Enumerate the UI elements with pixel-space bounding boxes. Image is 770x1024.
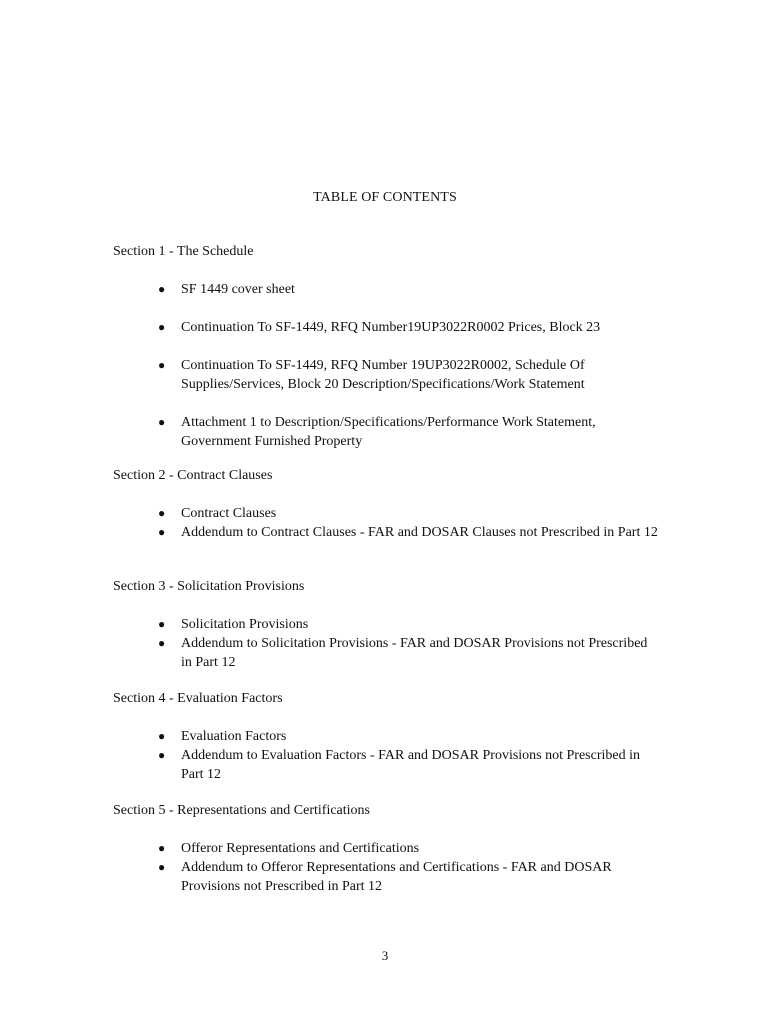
- toc-item-text: Solicitation Provisions: [181, 617, 309, 632]
- bullet-icon: ●: [158, 860, 166, 874]
- toc-item-text: Attachment 1 to Description/Specifications/Performance Work Statement, Government Furnished Property: [181, 415, 596, 449]
- section-heading: Section 1 - The Schedule: [113, 244, 254, 259]
- toc-item-text: Continuation To SF-1449, RFQ Number 19UP3022R0002, Schedule Of Supplies/Services, Block 20 Description/Specifications/Work Statement: [181, 358, 585, 392]
- toc-item: [113, 280, 661, 299]
- toc-item-list: [113, 727, 673, 784]
- toc-item-text: Addendum to Offeror Representations and Certifications - FAR and DOSAR Provisions not Prescribed in Part 12: [181, 860, 612, 894]
- toc-item-text: Continuation To SF-1449, RFQ Number19UP3022R0002 Prices, Block 23: [181, 320, 601, 335]
- toc-item-text: Evaluation Factors: [181, 729, 287, 744]
- section-heading: Section 3 - Solicitation Provisions: [113, 579, 305, 594]
- section-heading: Section 5 - Representations and Certifications: [113, 803, 370, 818]
- page-title: TABLE OF CONTENTS: [313, 190, 457, 205]
- toc-item: [113, 727, 661, 746]
- bullet-icon: ●: [158, 617, 166, 631]
- bullet-icon: ●: [158, 729, 166, 743]
- toc-item-text: Offeror Representations and Certifications: [181, 841, 420, 856]
- toc-item: [113, 615, 661, 634]
- toc-item-list: [113, 504, 673, 542]
- toc-item-text: Contract Clauses: [181, 506, 277, 521]
- bullet-icon: ●: [158, 282, 166, 296]
- bullet-icon: ●: [158, 415, 166, 429]
- bullet-icon: ●: [158, 748, 166, 762]
- toc-item: [113, 746, 661, 784]
- toc-section-4: [113, 689, 673, 784]
- bullet-icon: ●: [158, 506, 166, 520]
- toc-item-list: [113, 839, 673, 896]
- section-heading: Section 2 - Contract Clauses: [113, 468, 273, 483]
- toc-section-5: [113, 801, 673, 896]
- bullet-icon: ●: [158, 841, 166, 855]
- toc-item: [113, 318, 661, 337]
- toc-item-list: [113, 280, 673, 451]
- bullet-icon: ●: [158, 636, 166, 650]
- toc-item-text: Addendum to Solicitation Provisions - FAR and DOSAR Provisions not Prescribed in Part 12: [181, 636, 648, 670]
- toc-item: [113, 634, 661, 672]
- bullet-icon: ●: [158, 525, 166, 539]
- toc-section-3: [113, 577, 673, 672]
- toc-item-list: [113, 615, 673, 672]
- toc-item-text: SF 1449 cover sheet: [181, 282, 295, 297]
- toc-item: [113, 413, 661, 451]
- section-heading: Section 4 - Evaluation Factors: [113, 691, 283, 706]
- toc-item: [113, 523, 661, 542]
- toc-item-text: Addendum to Evaluation Factors - FAR and DOSAR Provisions not Prescribed in Part 12: [181, 748, 640, 782]
- toc-section-2: [113, 466, 673, 542]
- toc-item-text: Addendum to Contract Clauses - FAR and DOSAR Clauses not Prescribed in Part 12: [181, 525, 658, 540]
- toc-item: [113, 504, 661, 523]
- toc-section-1: [113, 242, 673, 470]
- bullet-icon: ●: [158, 358, 166, 372]
- toc-item: [113, 356, 661, 394]
- toc-item: [113, 858, 661, 896]
- page-number: 3: [381, 948, 389, 963]
- toc-item: [113, 839, 661, 858]
- bullet-icon: ●: [158, 320, 166, 334]
